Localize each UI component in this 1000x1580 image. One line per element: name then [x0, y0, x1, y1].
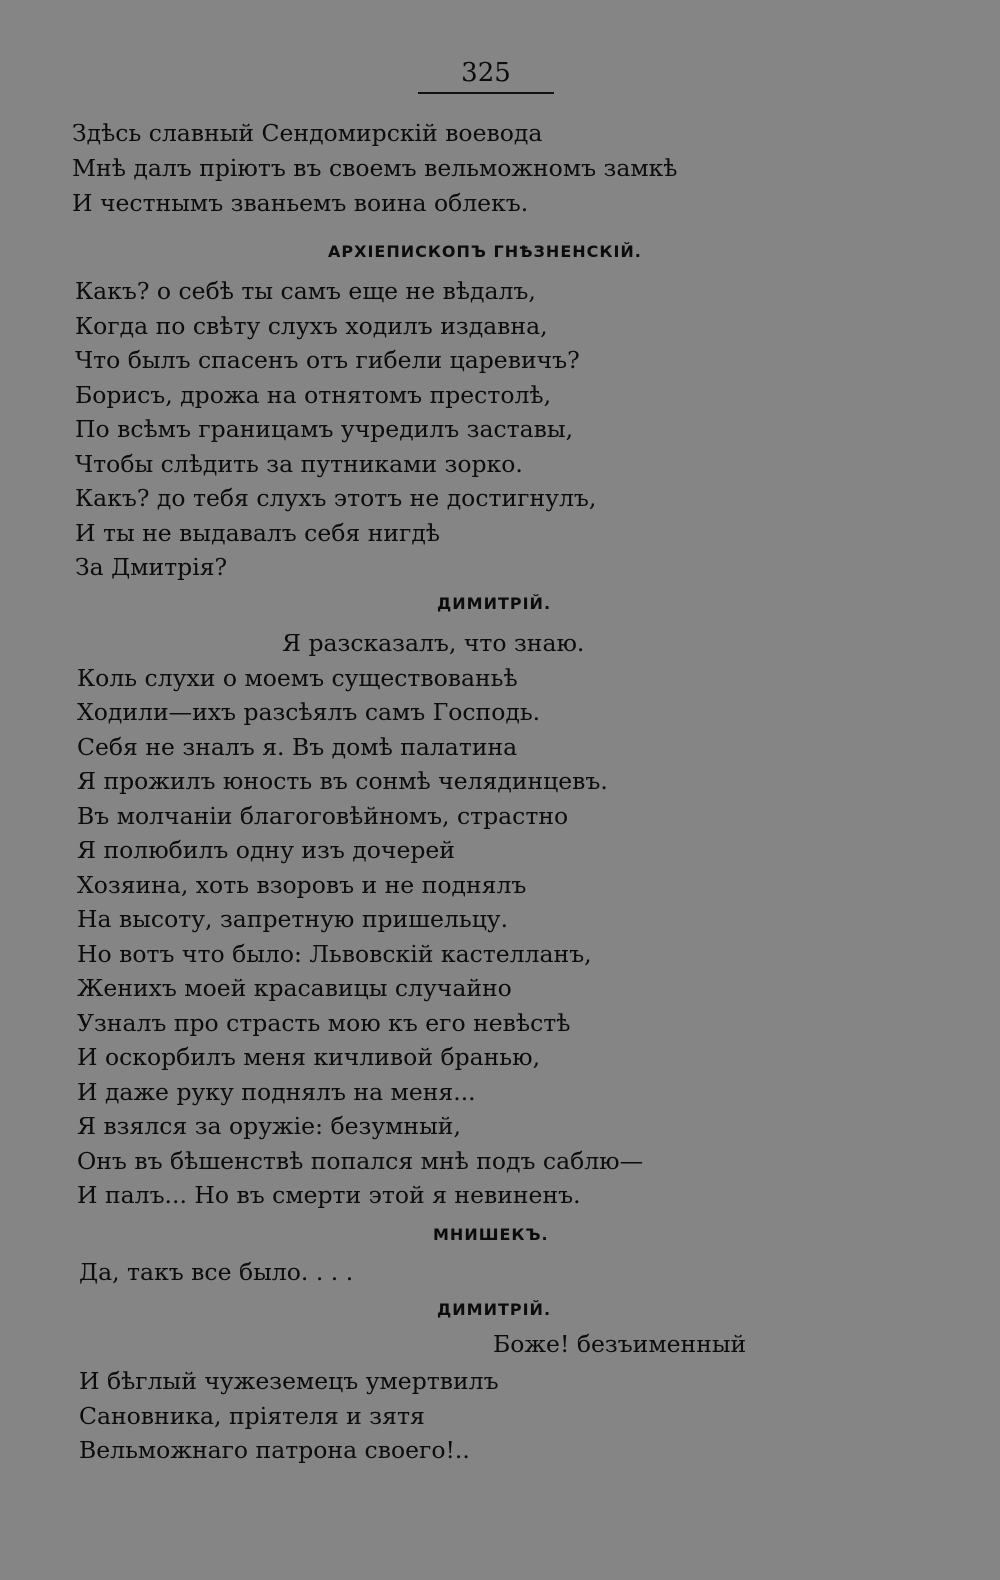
- verse-line: За Дмитрія?: [75, 553, 228, 581]
- verse-line: Когда по свѣту слухъ ходилъ издавна,: [75, 312, 548, 340]
- verse-line: Хозяина, хоть взоровъ и не поднялъ: [77, 871, 527, 899]
- verse-line: Онъ въ бѣшенствѣ попался мнѣ подъ саблю—: [77, 1147, 644, 1175]
- speaker-name: ДИМИТРІЙ.: [437, 1300, 552, 1319]
- verse-line: Мнѣ далъ пріютъ въ своемъ вельможномъ замкѣ: [72, 154, 678, 182]
- verse-line: По всѣмъ границамъ учредилъ заставы,: [75, 415, 574, 443]
- verse-line: Себя не зналъ я. Въ домѣ палатина: [77, 733, 518, 761]
- verse-line: И даже руку поднялъ на меня...: [77, 1078, 476, 1106]
- verse-line: И ты не выдавалъ себя нигдѣ: [75, 519, 440, 547]
- verse-line: Я прожилъ юность въ сонмѣ челядинцевъ.: [77, 767, 608, 795]
- verse-line: Какъ? о себѣ ты самъ еще не вѣдалъ,: [75, 277, 536, 305]
- verse-line: И бѣглый чужеземецъ умертвилъ: [79, 1367, 499, 1395]
- verse-line: Какъ? до тебя слухъ этотъ не достигнулъ,: [75, 484, 597, 512]
- verse-line: Я разсказалъ, что знаю.: [282, 629, 585, 657]
- speaker-name: МНИШЕКЪ.: [433, 1225, 549, 1244]
- verse-line: Вельможнаго патрона своего!..: [79, 1436, 470, 1464]
- speaker-name: ДИМИТРІЙ.: [437, 594, 552, 613]
- verse-line: И оскорбилъ меня кичливой бранью,: [77, 1043, 541, 1071]
- speaker-name: АРХІЕПИСКОПЪ ГНѢЗНЕНСКІЙ.: [328, 242, 642, 261]
- verse-line: Женихъ моей красавицы случайно: [77, 974, 512, 1002]
- verse-line: Что былъ спасенъ отъ гибели царевичъ?: [75, 346, 580, 374]
- verse-line: Коль слухи о моемъ существованьѣ: [77, 664, 518, 692]
- verse-line: Я взялся за оружіе: безумный,: [77, 1112, 461, 1140]
- page-number: 325: [418, 58, 554, 94]
- verse-line: Борисъ, дрожа на отнятомъ престолѣ,: [75, 381, 552, 409]
- verse-line: Чтобы слѣдить за путниками зорко.: [75, 450, 523, 478]
- verse-line: Здѣсь славный Сендомирскій воевода: [72, 119, 543, 147]
- verse-line: Узналъ про страсть мою къ его невѣстѣ: [77, 1009, 571, 1037]
- verse-line: Сановника, пріятеля и зятя: [79, 1402, 425, 1430]
- verse-line: Боже! безъименный: [493, 1330, 747, 1358]
- verse-line: Въ молчаніи благоговѣйномъ, страстно: [77, 802, 569, 830]
- verse-line: Я полюбилъ одну изъ дочерей: [77, 836, 455, 864]
- verse-line: На высоту, запретную пришельцу.: [77, 905, 509, 933]
- verse-line: Ходили—ихъ разсѣялъ самъ Господь.: [77, 698, 541, 726]
- verse-line: Но вотъ что было: Львовскій кастелланъ,: [77, 940, 592, 968]
- verse-line: И палъ... Но въ смерти этой я невиненъ.: [77, 1181, 581, 1209]
- verse-line: И честнымъ званьемъ воина облекъ.: [72, 189, 529, 217]
- verse-line: Да, такъ все было. . . .: [79, 1258, 354, 1286]
